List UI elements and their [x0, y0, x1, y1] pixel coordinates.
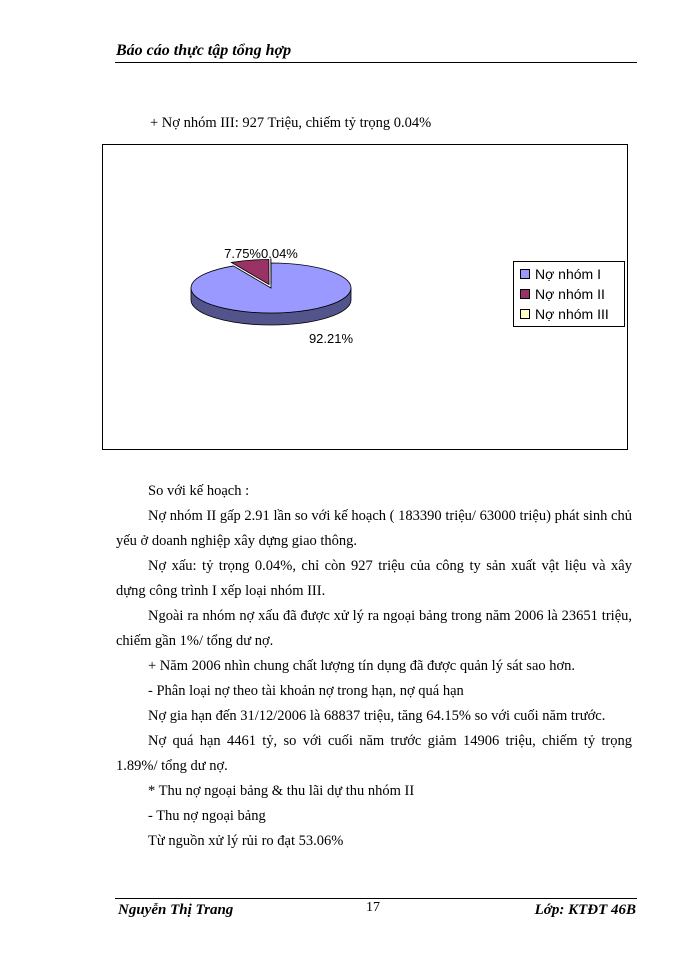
footer-class-label: Lớp: KTĐT 46B	[534, 902, 636, 918]
legend-item-group-2	[520, 285, 605, 303]
data-label-group-2: 7.75%	[224, 246, 261, 261]
legend-item-group-3	[520, 305, 609, 323]
footer-author: Nguyễn Thị Trang	[118, 902, 234, 918]
data-label-group-1: 92.21%	[308, 331, 354, 346]
paragraph-thu-no-ngoai-bang-thu-lai: * Thu nợ ngoại bảng & thu lãi dự thu nhóm II	[148, 783, 415, 799]
paragraph-no-gia-han: Nợ gia hạn đến 31/12/2006 là 68837 triệu, tăng 64.15% so với cuối năm trước.	[148, 708, 606, 724]
legend-swatch-group-2	[520, 289, 530, 299]
data-label-group-3: 0.04%	[261, 246, 298, 261]
chart-legend	[513, 261, 625, 327]
legend-swatch-group-1	[520, 269, 530, 279]
page-header-rule	[115, 62, 637, 63]
chart-container	[102, 144, 628, 450]
paragraph-no-xau: Nợ xấu: tỷ trọng 0.04%, chỉ còn 927 triệu của công ty sản xuất vật liệu và xây dựng công trình I xếp loại nhóm III.	[116, 558, 632, 599]
paragraph-no-nhom-ii: Nợ nhóm II gấp 2.91 lần so với kế hoạch ( 183390 triệu/ 63000 triệu) phát sinh chủ yếu ở doanh nghiệp xây dựng giao thông.	[116, 508, 632, 549]
paragraph-thu-no-ngoai-bang: - Thu nợ ngoại bảng	[148, 808, 266, 824]
paragraph-tu-nguon-xu-ly: Từ nguồn xử lý rủi ro đạt 53.06%	[148, 833, 344, 849]
paragraph-no-qua-han: Nợ quá hạn 4461 tỷ, so với cuối năm trước giảm 14906 triệu, chiếm tỷ trọng 1.89%/ tổng dư nợ.	[116, 733, 632, 774]
page-header-title: Báo cáo thực tập tổng hợp	[116, 42, 292, 59]
legend-item-group-1	[520, 265, 601, 283]
legend-label-group-3: Nợ nhóm III	[535, 306, 609, 322]
legend-swatch-group-3	[520, 309, 530, 319]
paragraph-nam-2006: + Năm 2006 nhìn chung chất lượng tín dụng đã được quản lý sát sao hơn.	[148, 658, 576, 674]
legend-label-group-1: Nợ nhóm I	[535, 266, 601, 282]
paragraph-ngoai-ra: Ngoài ra nhóm nợ xấu đã được xử lý ra ngoại bảng trong năm 2006 là 23651 triệu, chiếm gần 1%/ tổng dư nợ.	[116, 608, 632, 649]
page-footer-rule	[115, 898, 637, 899]
paragraph-so-voi-ke-hoach: So với kế hoạch :	[148, 483, 250, 499]
legend-label-group-2: Nợ nhóm II	[535, 286, 605, 302]
intro-line: + Nợ nhóm III: 927 Triệu, chiếm tỷ trọng 0.04%	[150, 115, 432, 131]
paragraph-phan-loai-no: - Phân loại nợ theo tài khoản nợ trong hạn, nợ quá hạn	[148, 683, 464, 699]
footer-page-number: 17	[366, 900, 380, 915]
